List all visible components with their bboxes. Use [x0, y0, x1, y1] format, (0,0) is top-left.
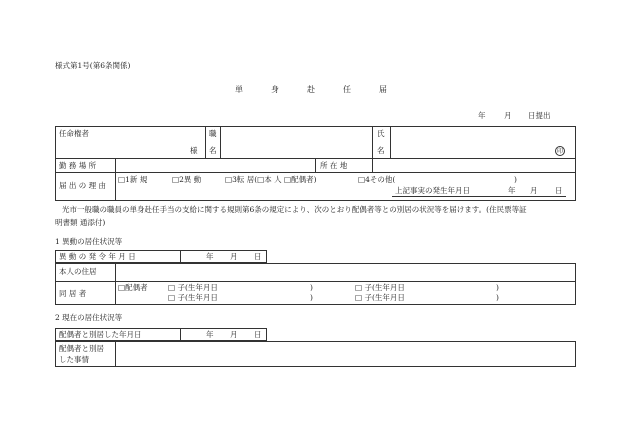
- child-close-2: ): [310, 293, 313, 302]
- transfer-year: 年: [206, 252, 214, 261]
- title-char: 単: [235, 85, 243, 94]
- title-char: 赴: [307, 85, 315, 94]
- workplace-field[interactable]: [117, 160, 313, 171]
- child-checkbox-3[interactable]: □ 子(生年月日: [355, 283, 405, 292]
- title-char: 任: [343, 85, 351, 94]
- occurrence-date-label: 上記事実の発生年月日: [395, 186, 470, 195]
- occurrence-day: 日: [555, 186, 563, 195]
- workplace-label: 勤 務 場 所: [59, 161, 97, 170]
- reason-option-new[interactable]: □1新 規: [118, 175, 148, 184]
- filed-day-label: 日提出: [528, 111, 551, 120]
- reason-option-other[interactable]: □4その他(: [358, 175, 396, 184]
- transfer-month: 月: [230, 252, 238, 261]
- child-close-3: ): [496, 283, 499, 292]
- position-field[interactable]: [222, 128, 370, 156]
- child-close-4: ): [496, 293, 499, 302]
- form-number: 様式第1号(第6条関係): [55, 61, 131, 70]
- circumstance-field[interactable]: [117, 343, 574, 365]
- cohabitant-label: 同 居 者: [59, 289, 87, 298]
- filed-month: 月: [504, 111, 512, 120]
- address-label: 本人の住居: [59, 267, 97, 276]
- child-close-1: ): [310, 283, 313, 292]
- name-field[interactable]: [392, 128, 552, 156]
- address-field[interactable]: [117, 265, 574, 280]
- reason-close-paren: ): [514, 175, 517, 184]
- circumstance-label-line1: 配偶者と別居: [59, 344, 104, 353]
- position-label-top: 職: [209, 129, 217, 138]
- child-checkbox-2[interactable]: □ 子(生年月日: [168, 293, 218, 302]
- reason-label: 届 出 の 理 由: [59, 181, 107, 190]
- transfer-date-label: 異 動 の 発 令 年 月 日: [59, 252, 136, 261]
- circumstance-label-line2: した事情: [59, 355, 89, 364]
- reason-option-transfer[interactable]: □2異 動: [172, 175, 202, 184]
- separation-date-label: 配偶者と別居した年月日: [59, 330, 142, 339]
- child-checkbox-4[interactable]: □ 子(生年月日: [355, 293, 405, 302]
- child-checkbox-1[interactable]: □ 子(生年月日: [168, 283, 218, 292]
- title-char: 身: [271, 85, 279, 94]
- appointer-label: 任命権者: [59, 129, 89, 138]
- location-field[interactable]: [374, 160, 574, 171]
- occurrence-year: 年: [508, 186, 516, 195]
- body-text-line2: 明書類 通添付): [55, 218, 106, 227]
- occurrence-month: 月: [530, 186, 538, 195]
- section1-heading: 1 異動の居住状況等: [55, 237, 123, 246]
- sama-label: 様: [190, 146, 198, 155]
- title-char: 届: [379, 85, 387, 94]
- position-label-bottom: 名: [209, 146, 217, 155]
- separation-day: 日: [254, 330, 262, 339]
- separation-year: 年: [206, 330, 214, 339]
- spouse-checkbox[interactable]: □配偶者: [118, 283, 148, 292]
- seal-icon: 印: [556, 148, 563, 155]
- section2-heading: 2 現在の居住状況等: [55, 313, 123, 322]
- name-label-bottom: 名: [377, 146, 385, 155]
- separation-month: 月: [230, 330, 238, 339]
- transfer-day: 日: [254, 252, 262, 261]
- reason-option-move[interactable]: □3転 居(□本 人 □配偶者): [225, 175, 317, 184]
- location-label: 所 在 地: [320, 161, 348, 170]
- name-label-top: 氏: [377, 129, 385, 138]
- body-text-line1: 光市一般職の職員の単身赴任手当の支給に関する規則第6条の規定により、次のとおり配偶者等との別居の状況等を届けます。(住民票等証: [62, 205, 527, 214]
- filed-year: 年: [478, 111, 486, 120]
